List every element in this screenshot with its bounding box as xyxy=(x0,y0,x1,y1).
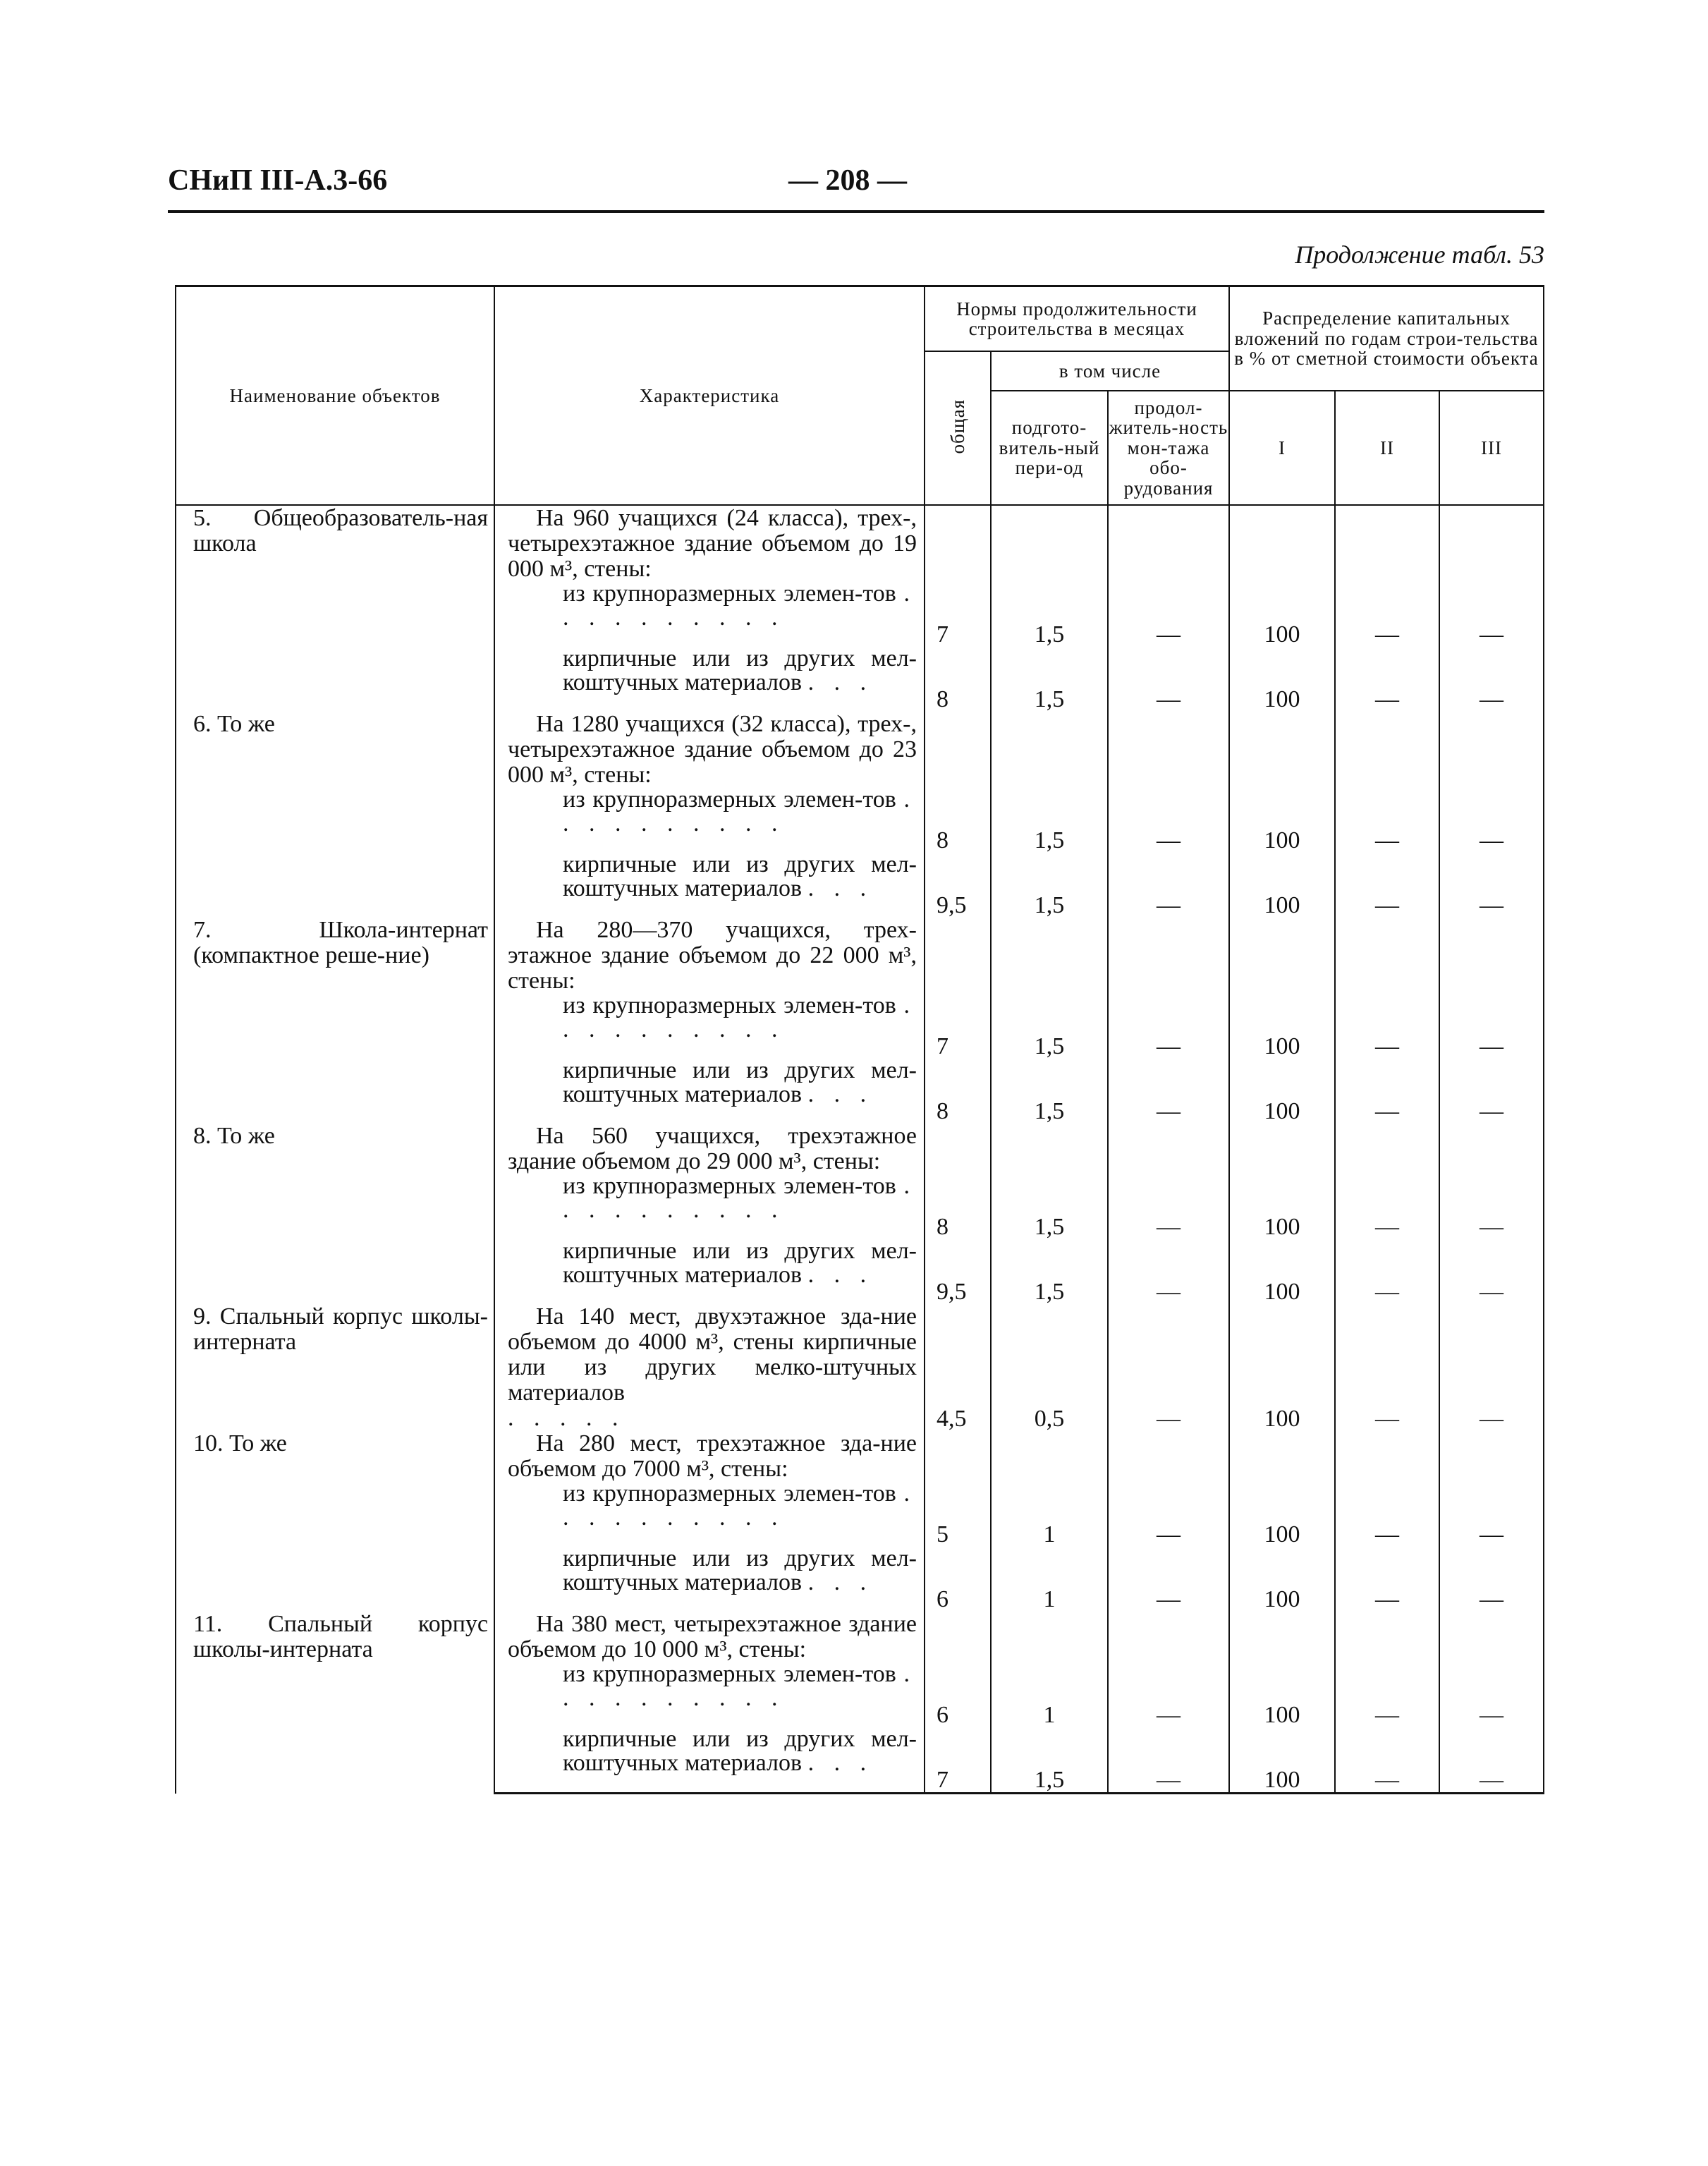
cell-y1 xyxy=(1229,918,1335,994)
variant-text-block xyxy=(508,1174,917,1222)
cell-mount: — xyxy=(1108,582,1229,647)
cell-y2: — xyxy=(1335,1482,1439,1547)
cell-prep: 0,5 xyxy=(991,1304,1108,1431)
variant-cell xyxy=(494,853,925,918)
cell-y2: — xyxy=(1335,1239,1439,1304)
cell-prep xyxy=(991,1612,1108,1662)
cell-y1: 100 xyxy=(1229,1239,1335,1304)
cell-y3: — xyxy=(1439,994,1544,1059)
variant-text-block xyxy=(508,1239,917,1287)
object-characteristic xyxy=(494,712,925,788)
header-total: общая xyxy=(925,351,991,505)
cell-y1: 100 xyxy=(1229,1482,1335,1547)
cell-total xyxy=(925,1431,991,1482)
cell-y3 xyxy=(1439,918,1544,994)
variant-cell xyxy=(494,1547,925,1612)
object-name: 5. Общеобразователь-ная школа xyxy=(176,505,494,712)
header-prep: подгото-витель-ный пери-од xyxy=(991,391,1108,505)
cell-mount: — xyxy=(1108,1662,1229,1727)
cell-y3 xyxy=(1439,505,1544,582)
variant-text: из крупноразмерных элемен-тов xyxy=(563,992,896,1018)
variant-text-block xyxy=(508,853,917,901)
characteristic-intro: На 560 учащихся, трехэтажное здание объемом до 29 000 м³, стены: xyxy=(508,1123,917,1174)
cell-prep: 1,5 xyxy=(991,1174,1108,1239)
variant-text-block xyxy=(508,1662,917,1710)
variant-text-block xyxy=(508,582,917,630)
leader-dots: . . . xyxy=(807,1262,874,1288)
leader-dots: . . . xyxy=(807,1750,874,1776)
cell-mount: — xyxy=(1108,1304,1229,1431)
cell-total: 9,5 xyxy=(925,1239,991,1304)
table-group-row xyxy=(176,918,1544,994)
cell-total: 7 xyxy=(925,582,991,647)
cell-y2: — xyxy=(1335,1304,1439,1431)
cell-y3: — xyxy=(1439,1727,1544,1794)
cell-y3: — xyxy=(1439,1304,1544,1431)
cell-total xyxy=(925,505,991,582)
cell-total: 8 xyxy=(925,1174,991,1239)
object-characteristic xyxy=(494,918,925,994)
cell-prep: 1,5 xyxy=(991,1059,1108,1124)
cell-y3: — xyxy=(1439,582,1544,647)
leader-dots: . . . xyxy=(807,1569,874,1595)
cell-total: 6 xyxy=(925,1662,991,1727)
leader-dots: . . . . . . . . . . xyxy=(563,1173,917,1223)
cell-prep xyxy=(991,712,1108,788)
cell-y3: — xyxy=(1439,1482,1544,1547)
cell-mount: — xyxy=(1108,1239,1229,1304)
cell-total: 5 xyxy=(925,1482,991,1547)
leader-dots: . . . xyxy=(807,1081,874,1107)
cell-mount xyxy=(1108,1431,1229,1482)
table-group-row xyxy=(176,1304,1544,1431)
cell-y2 xyxy=(1335,505,1439,582)
cell-prep xyxy=(991,918,1108,994)
cell-mount: — xyxy=(1108,994,1229,1059)
object-characteristic xyxy=(494,1304,925,1431)
table-group-row xyxy=(176,712,1544,788)
cell-total xyxy=(925,918,991,994)
table-group-row xyxy=(176,1612,1544,1662)
variant-text-block xyxy=(508,1547,917,1595)
variant-text: кирпичные или из других мел-коштучных материалов xyxy=(563,1057,917,1107)
variant-cell xyxy=(494,1482,925,1547)
cell-y1: 100 xyxy=(1229,1059,1335,1124)
table-group-row xyxy=(176,505,1544,582)
cell-y1 xyxy=(1229,505,1335,582)
cell-mount: — xyxy=(1108,1547,1229,1612)
cell-mount: — xyxy=(1108,647,1229,712)
object-name: 8. То же xyxy=(176,1124,494,1304)
variant-text: кирпичные или из других мел-коштучных материалов xyxy=(563,1238,917,1288)
cell-prep: 1,5 xyxy=(991,994,1108,1059)
cell-y1: 100 xyxy=(1229,582,1335,647)
variant-text: из крупноразмерных элемен-тов xyxy=(563,580,896,607)
cell-y1: 100 xyxy=(1229,1547,1335,1612)
variant-text-block xyxy=(508,994,917,1042)
cell-prep: 1,5 xyxy=(991,647,1108,712)
cell-y3 xyxy=(1439,1124,1544,1174)
cell-y1: 100 xyxy=(1229,994,1335,1059)
cell-y1 xyxy=(1229,1124,1335,1174)
leader-dots: . . . . . xyxy=(508,1405,626,1431)
variant-text: кирпичные или из других мел-коштучных материалов xyxy=(563,1726,917,1776)
leader-dots: . . . . . . . . . . xyxy=(563,1480,917,1531)
cell-y2: — xyxy=(1335,788,1439,853)
header-distribution: Распределение капитальных вложений по годам строи-тельства в % от сметной стоимости объекта xyxy=(1229,286,1544,391)
cell-mount xyxy=(1108,712,1229,788)
variant-cell xyxy=(494,1662,925,1727)
cell-total: 4,5 xyxy=(925,1304,991,1431)
object-characteristic xyxy=(494,1124,925,1174)
cell-y1: 100 xyxy=(1229,647,1335,712)
object-characteristic xyxy=(494,505,925,582)
document-code: СНиП III-А.3-66 xyxy=(168,164,388,197)
cell-mount xyxy=(1108,505,1229,582)
header-year-1: I xyxy=(1229,391,1335,505)
cell-y1 xyxy=(1229,712,1335,788)
variant-cell xyxy=(494,788,925,853)
cell-y2: — xyxy=(1335,647,1439,712)
object-name: 11. Спальный корпус школы-интерната xyxy=(176,1612,494,1794)
cell-y2: — xyxy=(1335,853,1439,918)
cell-prep: 1 xyxy=(991,1482,1108,1547)
characteristic-intro: На 140 мест, двухэтажное зда-ние объемом до 4000 м³, стены кирпичные или из других мелко-штучных материалов xyxy=(508,1303,917,1406)
variant-text: из крупноразмерных элемен-тов xyxy=(563,1480,896,1507)
variant-cell xyxy=(494,647,925,712)
page-number: — 208 — xyxy=(788,164,907,197)
leader-dots: . . . . . . . . . . xyxy=(563,786,917,836)
variant-text: кирпичные или из других мел-коштучных материалов xyxy=(563,1545,917,1595)
leader-dots: . . . xyxy=(807,875,874,901)
cell-total: 7 xyxy=(925,994,991,1059)
header-including: в том числе xyxy=(991,351,1229,391)
header-year-3: III xyxy=(1439,391,1544,505)
header-mount: продол-житель-ность мон-тажа обо-рудования xyxy=(1108,391,1229,505)
cell-mount: — xyxy=(1108,853,1229,918)
object-characteristic xyxy=(494,1612,925,1662)
cell-y2: — xyxy=(1335,1727,1439,1794)
variant-text: из крупноразмерных элемен-тов xyxy=(563,1661,896,1687)
variant-text-block xyxy=(508,1059,917,1107)
variant-text-block xyxy=(508,1482,917,1530)
cell-y2: — xyxy=(1335,1059,1439,1124)
leader-dots: . . . . . . . . . . xyxy=(563,1661,917,1711)
variant-cell xyxy=(494,1239,925,1304)
cell-y2 xyxy=(1335,1612,1439,1662)
header-year-2: II xyxy=(1335,391,1439,505)
leader-dots: . . . xyxy=(807,669,874,695)
object-name: 6. То же xyxy=(176,712,494,918)
cell-prep xyxy=(991,1124,1108,1174)
cell-y1: 100 xyxy=(1229,788,1335,853)
header-norms: Нормы продолжительности строительства в месяцах xyxy=(925,286,1229,352)
characteristic-intro: На 380 мест, четырехэтажное здание объемом до 10 000 м³, стены: xyxy=(508,1611,917,1662)
cell-y2: — xyxy=(1335,1662,1439,1727)
cell-y3: — xyxy=(1439,788,1544,853)
cell-mount: — xyxy=(1108,788,1229,853)
cell-mount: — xyxy=(1108,1482,1229,1547)
cell-total: 8 xyxy=(925,788,991,853)
variant-text-block xyxy=(508,788,917,836)
cell-y2: — xyxy=(1335,1547,1439,1612)
cell-prep xyxy=(991,1431,1108,1482)
cell-y1: 100 xyxy=(1229,1662,1335,1727)
variant-cell xyxy=(494,1174,925,1239)
cell-prep xyxy=(991,505,1108,582)
header-characteristic: Характеристика xyxy=(494,286,925,506)
cell-mount xyxy=(1108,1612,1229,1662)
cell-total: 8 xyxy=(925,647,991,712)
cell-y2: — xyxy=(1335,994,1439,1059)
header-name: Наименование объектов xyxy=(176,286,494,506)
variant-text-block xyxy=(508,647,917,695)
cell-prep: 1 xyxy=(991,1662,1108,1727)
table-group-row xyxy=(176,1124,1544,1174)
variant-text: из крупноразмерных элемен-тов xyxy=(563,786,896,813)
cell-y1: 100 xyxy=(1229,1727,1335,1794)
cell-mount: — xyxy=(1108,1727,1229,1794)
cell-total xyxy=(925,1612,991,1662)
cell-total: 8 xyxy=(925,1059,991,1124)
cell-prep: 1,5 xyxy=(991,1239,1108,1304)
variant-text-block xyxy=(508,1727,917,1775)
table-group-row xyxy=(176,1431,1544,1482)
cell-y3: — xyxy=(1439,1059,1544,1124)
characteristic-intro: На 280 мест, трехэтажное зда-ние объемом до 7000 м³, стены: xyxy=(508,1430,917,1482)
cell-y1: 100 xyxy=(1229,853,1335,918)
cell-y3: — xyxy=(1439,853,1544,918)
schedule-table xyxy=(175,285,1544,1794)
cell-total: 6 xyxy=(925,1547,991,1612)
cell-y3 xyxy=(1439,1612,1544,1662)
cell-y1: 100 xyxy=(1229,1304,1335,1431)
variant-cell xyxy=(494,582,925,647)
cell-prep: 1,5 xyxy=(991,1727,1108,1794)
cell-y2 xyxy=(1335,1124,1439,1174)
variant-text: кирпичные или из других мел-коштучных материалов xyxy=(563,851,917,901)
cell-prep: 1,5 xyxy=(991,788,1108,853)
cell-prep: 1,5 xyxy=(991,582,1108,647)
cell-y3 xyxy=(1439,1431,1544,1482)
cell-y3: — xyxy=(1439,1547,1544,1612)
page-header xyxy=(168,164,1544,210)
table-continuation-label: Продолжение табл. 53 xyxy=(1295,241,1544,269)
cell-y2: — xyxy=(1335,1174,1439,1239)
cell-y3 xyxy=(1439,712,1544,788)
leader-dots: . . . . . . . . . . xyxy=(563,580,917,631)
variant-cell xyxy=(494,1727,925,1794)
object-name: 7. Школа-интернат (компактное реше-ние) xyxy=(176,918,494,1124)
object-name: 9. Спальный корпус школы-интерната xyxy=(176,1304,494,1431)
cell-mount xyxy=(1108,1124,1229,1174)
cell-y2 xyxy=(1335,1431,1439,1482)
cell-y2 xyxy=(1335,918,1439,994)
cell-mount: — xyxy=(1108,1059,1229,1124)
cell-prep: 1 xyxy=(991,1547,1108,1612)
cell-total xyxy=(925,712,991,788)
cell-prep: 1,5 xyxy=(991,853,1108,918)
header-rule xyxy=(168,210,1544,213)
cell-total: 9,5 xyxy=(925,853,991,918)
leader-dots: . . . . . . . . . . xyxy=(563,992,917,1042)
cell-mount: — xyxy=(1108,1174,1229,1239)
variant-text: кирпичные или из других мел-коштучных материалов xyxy=(563,645,917,695)
variant-cell xyxy=(494,1059,925,1124)
characteristic-intro: На 1280 учащихся (32 класса), трех-, четырехэтажное здание объемом до 23 000 м³, стены: xyxy=(508,711,917,788)
cell-total: 7 xyxy=(925,1727,991,1794)
cell-y2: — xyxy=(1335,582,1439,647)
object-name: 10. То же xyxy=(176,1431,494,1612)
characteristic-intro: На 960 учащихся (24 класса), трех-, четырехэтажное здание объемом до 19 000 м³, стены: xyxy=(508,505,917,582)
cell-y3: — xyxy=(1439,1662,1544,1727)
variant-cell xyxy=(494,994,925,1059)
characteristic-intro: На 280—370 учащихся, трех-этажное здание объемом до 22 000 м³, стены: xyxy=(508,917,917,994)
object-characteristic xyxy=(494,1431,925,1482)
cell-y1 xyxy=(1229,1612,1335,1662)
cell-mount xyxy=(1108,918,1229,994)
cell-y3: — xyxy=(1439,1239,1544,1304)
cell-y3: — xyxy=(1439,647,1544,712)
cell-y1: 100 xyxy=(1229,1174,1335,1239)
cell-y1 xyxy=(1229,1431,1335,1482)
cell-y2 xyxy=(1335,712,1439,788)
variant-text: из крупноразмерных элемен-тов xyxy=(563,1173,896,1199)
cell-y3: — xyxy=(1439,1174,1544,1239)
cell-total xyxy=(925,1124,991,1174)
